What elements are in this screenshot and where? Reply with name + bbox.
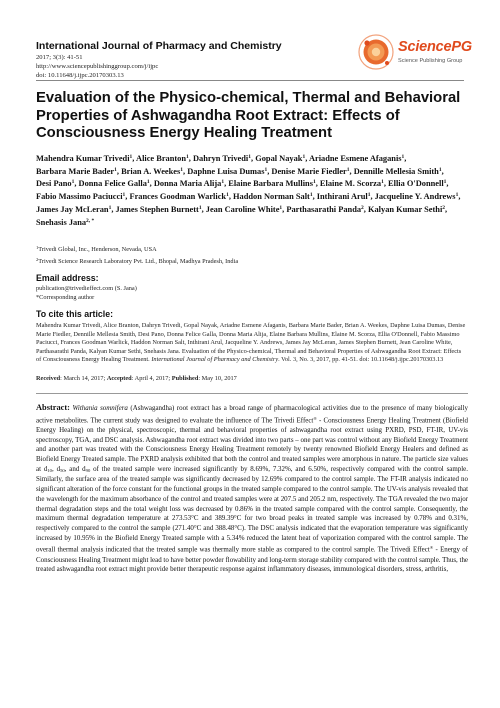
author-name-text: James Stephen Burnett xyxy=(115,204,199,214)
author-affiliation-mark: 1 xyxy=(221,179,225,186)
corresponding-author-note: *Corresponding author xyxy=(36,294,95,301)
author-name xyxy=(187,167,267,176)
article-title: Evaluation of the Physico-chemical, Thermal and Behavioral Properties of Ashwagandha Root Extract: Effects of Consciousness Energy Healing Treatment xyxy=(36,90,461,142)
author-name-text: Kalyan Kumar Sethi xyxy=(367,204,443,214)
author-affiliation-mark: 1 xyxy=(309,192,313,199)
author-affiliation-mark: 1 xyxy=(443,179,447,186)
author-name xyxy=(79,179,150,188)
journal-doi[interactable]: doi: 10.11648/j.ijpc.20170303.13 xyxy=(36,72,124,79)
abstract xyxy=(36,403,468,575)
author-name xyxy=(121,167,183,176)
author-affiliation-mark: 2 xyxy=(442,204,446,211)
d90-subscript: 90 xyxy=(85,467,91,473)
author-affiliation-mark: 1 xyxy=(129,154,133,160)
author-affiliation-mark: 1 xyxy=(71,179,75,186)
author-name-text: Gopal Nayak xyxy=(255,154,303,163)
author-name xyxy=(154,179,224,188)
author-name xyxy=(36,192,125,201)
citation-text xyxy=(36,322,468,365)
author-affiliation-mark: 1 xyxy=(401,154,405,160)
publisher-logo-text: SciencePG xyxy=(398,39,472,55)
d50-subscript: 50 xyxy=(60,467,65,473)
author-affiliation-mark: 2, * xyxy=(86,217,95,224)
author-affiliation-mark: 1 xyxy=(438,166,442,173)
author-name xyxy=(36,167,117,176)
author-name xyxy=(36,205,111,214)
registered-mark-1: ® xyxy=(313,415,317,421)
journal-volume: 2017; 3(3): 41-51 xyxy=(36,54,83,61)
affiliation-1-text: Trivedi Global, Inc., Henderson, Nevada, USA xyxy=(38,246,157,253)
author-name xyxy=(116,205,202,214)
author-name xyxy=(129,192,228,201)
publisher-logo-subtext: Science Publishing Group xyxy=(398,58,463,64)
author-name-text: Ellia O'Donnell xyxy=(388,179,444,189)
author-name-text: Snehasis Jana xyxy=(36,217,87,227)
cite-heading: To cite this article: xyxy=(36,309,114,319)
received-date: : March 14, 2017; xyxy=(60,375,107,382)
abstract-divider xyxy=(36,393,468,394)
author-name xyxy=(36,218,94,227)
author-name xyxy=(136,154,189,163)
author-name-text: Alice Branton xyxy=(136,154,187,163)
affiliation-2-number: 2 xyxy=(36,257,39,262)
author-name xyxy=(368,205,445,214)
author-affiliation-mark: 1 xyxy=(180,166,184,173)
sciencepg-logo-icon xyxy=(356,30,402,74)
author-affiliation-mark: 1 xyxy=(108,204,112,211)
article-dates xyxy=(36,375,237,382)
author-affiliation-mark: 1 xyxy=(381,179,384,186)
author-name xyxy=(255,154,305,163)
author-name xyxy=(36,179,74,188)
author-affiliation-mark: 1 xyxy=(302,154,306,160)
author-affiliation-mark: 1 xyxy=(186,154,189,160)
author-name-text: Donna Maria Alija xyxy=(153,179,222,189)
abstract-species: Withania somnifera xyxy=(72,404,128,412)
published-date: : May 10, 2017 xyxy=(198,375,237,382)
registered-mark-2: ® xyxy=(429,545,434,551)
journal-meta xyxy=(36,53,158,80)
abstract-label: Abstract: xyxy=(36,403,70,412)
author-name xyxy=(309,154,404,163)
author-list: Mahendra Kumar Trivedi$^1$, Alice Branton$^1$, Dahryn Trivedi$^1$, Gopal Nayak$^1$, Ariadne Esmene Afaganis$^1$, Barbara Marie Bader$^1$, Brian A. Weekes$^1$, Daphne Luisa Dumas$^1$, Denise Marie Fiedler$^1$, Dennille Mellesia Smith$^1$, Desi Pano$^1$, Donna Felice Galla$^1$, Donna Maria Alija$^1$, Elaine Barbara Mullins$^1$, Elaine M. Scorza$^1$, Ellia O'Donnell$^1$, Fabio Massimo Paciucci$^1$, Frances Goodman Warlick$^1$, Haddon Norman Salt$^1$, Inthirani Arul$^1$, Jacqueline Y. Andrews$^1$, James Jay McLeran$^1$, James Stephen Burnett$^1$, Jean Caroline White$^1$, Parthasarathi Panda$^2$, Kalyan Kumar Sethi$^2$, Snehasis Jana$^{2, *}$ xyxy=(36,154,461,227)
abstract-part-3: of the treated sample were increased significantly by 8.69%, 7.32%, and 6.50%, respectively compared with the control sample. Similarly, the surface area of the treated sample was significantly decreased by 12.69% compared to the control sample. The FT-IR analysis indicated no significant alteration of the force constant for the functional groups in the treated sample compared to the control sample. The UV-vis analysis revealed that the wavelength for the maximum absorbance of the control and treated samples were at 207.5 and 205.2 nm, respectively. The TGA revealed the two major thermal degradation steps and the total weight loss was decreased by 0.86% in the treated sample compared with the control sample. Consequently, the maximum thermal degradation temperature at 273.53°C and 389.39°C for two broad peaks in treated sample was increased by 0.78% and 0.31%, respectively compared to the control the sample (271.40°C and 388.48°C). The DSC analysis indicated that the evaporation temperature was significantly increased by 10.95% in the Biofield Energy Treated sample with a 5.34% reduced the latent heat of vaporization compared with the control sample. The overall thermal analysis indicated that the treated sample was thermally more stable as compared to the control sample. The Trivedi Effect xyxy=(36,464,468,554)
author-name xyxy=(317,192,371,201)
author-name-text: Ariadne Esmene Afaganis xyxy=(308,154,402,163)
author-affiliation-mark: 1 xyxy=(346,166,350,173)
author-name-text: Frances Goodman Warlick xyxy=(129,192,227,202)
author-affiliation-mark: 1 xyxy=(248,154,252,160)
author-name-text: Mahendra Kumar Trivedi xyxy=(36,154,130,163)
author-affiliation-mark: 1 xyxy=(264,166,268,173)
author-name xyxy=(388,179,446,188)
author-affiliation-mark: 1 xyxy=(367,192,371,199)
author-name xyxy=(320,179,384,188)
author-name-text: Denise Marie Fiedler xyxy=(271,166,347,176)
accepted-label: Accepted xyxy=(106,375,132,382)
author-name xyxy=(228,179,315,188)
author-affiliation-mark: 1 xyxy=(312,179,316,186)
publisher-logo[interactable] xyxy=(356,30,472,78)
author-name xyxy=(354,167,442,176)
author-name-text: Jean Caroline White xyxy=(205,204,280,214)
author-affiliation-mark: 1 xyxy=(198,204,202,211)
citation-tail: . Vol. 3, No. 3, 2017, pp. 41-51. doi: 10.11648/j.ijpc.20170303.13 xyxy=(278,356,444,363)
author-name-text: Dahryn Trivedi xyxy=(192,154,249,163)
author-affiliation-mark: 1 xyxy=(114,166,117,173)
d10-subscript: 10 xyxy=(47,467,52,473)
author-name-text: Barbara Marie Bader xyxy=(36,166,115,176)
author-name xyxy=(36,154,132,163)
abstract-sep-2: , and d xyxy=(64,464,86,473)
affiliation-2-text: Trivedi Science Research Laboratory Pvt. Ltd., Bhopal, Madhya Pradesh, India xyxy=(38,258,239,265)
author-name-text: Daphne Luisa Dumas xyxy=(187,166,265,176)
author-name xyxy=(193,154,251,163)
author-name-text: Brian A. Weekes xyxy=(121,166,181,176)
author-affiliation-mark: 1 xyxy=(146,179,150,186)
author-affiliation-mark: 1 xyxy=(279,204,283,211)
author-name-text: James Jay McLeran xyxy=(36,204,109,214)
affiliation-1-number: 1 xyxy=(36,245,39,250)
author-name xyxy=(375,192,459,201)
header-divider xyxy=(36,80,464,81)
author-affiliation-mark: 1 xyxy=(226,192,229,199)
author-name-text: Donna Felice Galla xyxy=(78,179,147,189)
journal-name: International Journal of Pharmacy and Chemistry xyxy=(36,40,282,52)
journal-url[interactable]: http://www.sciencepublishinggroup.com/j/ijpc xyxy=(36,63,159,70)
author-name-text: Jacqueline Y. Andrews xyxy=(374,192,456,202)
author-name-text: Elaine Barbara Mullins xyxy=(228,179,313,189)
author-name-text: Haddon Norman Salt xyxy=(233,192,310,202)
affiliation-2 xyxy=(36,256,238,266)
author-name xyxy=(206,205,282,214)
author-affiliation-mark: 1 xyxy=(122,192,126,199)
abstract-part-2: - Consciousness Energy Healing Treatment (Biofield Energy Healing) on the physical, spectroscopic, thermal and behavioral properties of ashwagandha root extract using PXRD, PSD, FT-IR, UV-vis spectroscopy, TGA, and DSC analysis. Ashwagandha root extract was divided into two parts – one part was control without any Biofield Energy Treatment and another part was treated with the Consciousness Energy Healing Treatment remotely by twenty renowned Biofield Energy Healers and defined as Biofield Energy Treated sample. The PXRD analysis exhibited that both the control and treated samples were amorphous in nature. The particle size values at d xyxy=(36,416,468,473)
citation-main: Mahendra Kumar Trivedi, Alice Branton, Dahryn Trivedi, Gopal Nayak, Ariadne Esmene Afaganis, Barbara Marie Bader, Brian A. Weekes, Daphne Luisa Dumas, Denise Marie Fiedler, Dennille Mellesia Smith, Desi Pano, Donna Felice Galla, Donna Maria Alija, Elaine Barbara Mullins, Elaine M. Scorza, Ellia O'Donnell, Fabio Massimo Paciucci, Frances Goodman Warlick, Haddon Norman Salt, Inthirani Arul, Jacqueline Y. Andrews, James Jay McLeran, James Stephen Burnett, Jean Caroline White, Parthasarathi Panda, Kalyan Kumar Sethi, Snehasis Jana. Evaluation of the Physico-chemical, Thermal and Behavioral Properties of Ashwagandha Root Extract: Effects of Consciousness Energy Healing Treatment. xyxy=(36,322,466,363)
author-name-text: Desi Pano xyxy=(36,179,72,189)
author-name xyxy=(286,205,363,214)
author-name-text: Inthirani Arul xyxy=(316,192,368,202)
email-address[interactable]: publication@trivedieffect.com (S. Jana) xyxy=(36,285,137,292)
author-name-text: Elaine M. Scorza xyxy=(319,179,382,189)
abstract-sep-1: , d xyxy=(51,464,61,473)
received-label: Received xyxy=(36,375,61,382)
author-affiliation-mark: 1 xyxy=(455,192,459,199)
author-name xyxy=(271,167,349,176)
abstract-part-1: (Ashwagandha) root extract has a broad range of pharmacological activities due to the presence of many biologically active metabolites. The current study was designed to evaluate the influence of The Trivedi Effect xyxy=(36,404,468,425)
accepted-date: : April 4, 2017; xyxy=(131,375,172,382)
affiliation-1 xyxy=(36,244,157,254)
author-affiliation-mark: 2 xyxy=(361,204,364,211)
published-label: Published xyxy=(171,375,199,382)
email-heading: Email address: xyxy=(36,273,99,283)
abstract-part-4: - Energy of Consciousness Healing Treatment might lead to have better powder flowability and long-term storage stability compared with the control sample. Thus, the treated ashwagandha root extract might provide better therapeutic response against inflammatory diseases, immunological disorders, stress, arthritis, xyxy=(36,545,468,574)
author-name-text: Fabio Massimo Paciucci xyxy=(36,192,123,202)
author-name-text: Parthasarathi Panda xyxy=(286,204,362,214)
author-name xyxy=(233,192,313,201)
author-name-text: Dennille Mellesia Smith xyxy=(353,166,439,176)
citation-journal: International Journal of Pharmacy and Chemistry xyxy=(151,356,279,363)
